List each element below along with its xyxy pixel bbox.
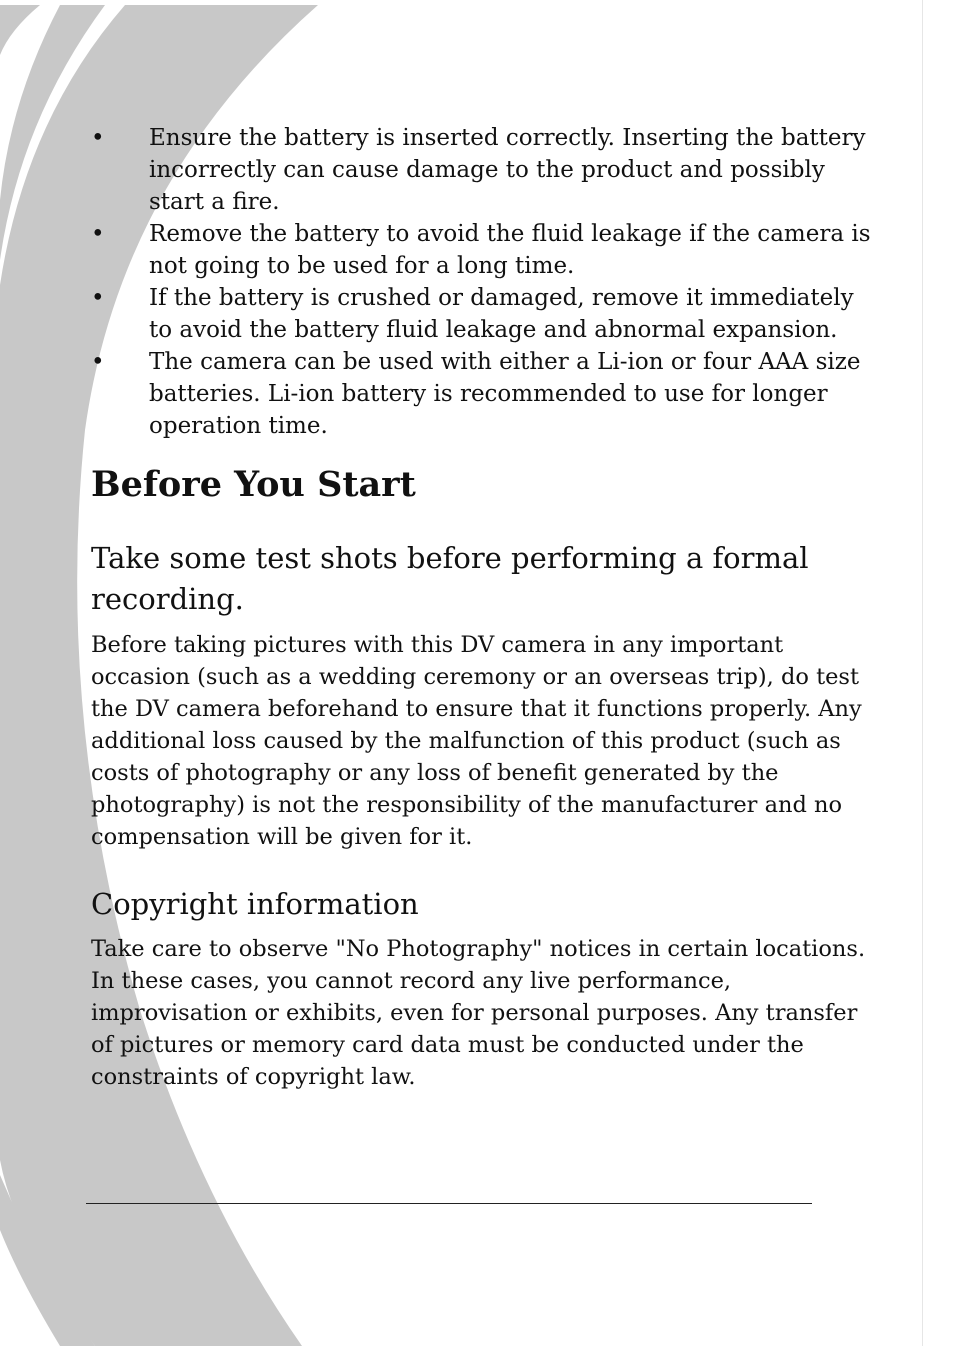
footer-divider <box>86 1203 812 1204</box>
test-shots-heading: Take some test shots before performing a formal recording. <box>91 541 809 616</box>
list-item: • Remove the battery to avoid the fluid leakage if the camera is not going to be used for a long time. <box>91 218 871 282</box>
battery-safety-list <box>91 122 871 442</box>
section-title: Before You Start <box>91 464 416 505</box>
bullet-icon: • <box>91 285 105 311</box>
bullet-icon: • <box>91 221 105 247</box>
bullet-icon: • <box>91 125 105 151</box>
test-shots-paragraph: Before taking pictures with this DV camera in any important occasion (such as a wedding ceremony or an overseas trip), do test the DV camera beforehand to ensure that it functions properly. Any additional loss caused by the malfunction of this product (such as costs of photography or any loss of benefit generated by the photography) is not the responsibility of the manufacturer and no compensation will be given for it. <box>91 632 862 850</box>
copyright-paragraph: Take care to observe "No Photography" notices in certain locations. In these cases, you cannot record any live performance, improvisation or exhibits, even for personal purposes. Any transfer of pictures or memory card data must be conducted under the constraints of copyright law. <box>91 936 866 1090</box>
list-item: • Ensure the battery is inserted correctly. Inserting the battery incorrectly can cause damage to the product and possibly start a fire. <box>91 122 871 218</box>
bullet-icon: • <box>91 349 105 375</box>
list-item: • The camera can be used with either a Li-ion or four AAA size batteries. Li-ion battery is recommended to use for longer operation time. <box>91 346 871 442</box>
copyright-heading: Copyright information <box>91 887 419 921</box>
list-item: • If the battery is crushed or damaged, remove it immediately to avoid the battery fluid leakage and abnormal expansion. <box>91 282 871 346</box>
